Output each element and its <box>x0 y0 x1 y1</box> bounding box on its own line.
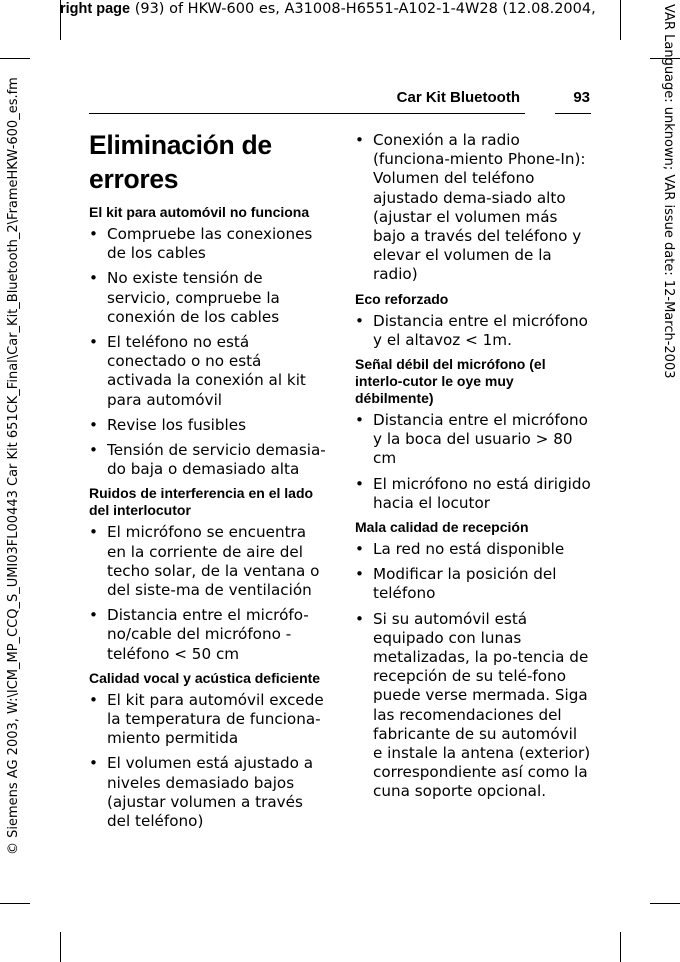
page-title: Eliminación de errores <box>89 130 272 194</box>
list-item-text: El kit para automóvil excede la temperatura de funciona-miento permitida <box>107 690 324 748</box>
bullet-list <box>89 225 329 479</box>
print-meta-line <box>60 0 660 18</box>
bullet-list <box>89 691 329 831</box>
list-item-text: Distancia entre el micrófono y el altavoz < 1m. <box>373 311 588 349</box>
list-item-text: El micrófono no está dirigido hacia el locutor <box>373 474 591 512</box>
bullet-icon: • <box>89 225 98 243</box>
list-item <box>355 540 591 559</box>
crop-mark-bottom-left <box>60 932 61 962</box>
crop-mark-right-bottom <box>650 903 680 904</box>
bullet-icon: • <box>89 333 98 352</box>
list-item-text: Revise los fusibles <box>107 415 246 434</box>
list-item-text: Si su automóvil está equipado con lunas metalizadas, la po-tencia de recepción de su telé-fono puede verse mermada. Siga las recomendaciones del fabricante de su automóvil e instale la antena (exterior) correspondiente así como la cuna soporte opcional. <box>373 609 591 801</box>
bullet-icon: • <box>355 311 364 330</box>
right-margin-language-info: VAR Language: unknown; VAR issue date: 12-March-2003 <box>661 4 676 379</box>
list-item-text: Compruebe las conexiones de los cables <box>107 225 313 263</box>
bullet-icon: • <box>355 411 364 430</box>
list-item <box>89 606 329 664</box>
list-item-text: No existe tensión de servicio, compruebe la conexión de los cables <box>107 269 280 326</box>
crop-mark-bottom-right <box>620 932 621 962</box>
bullet-list <box>355 540 591 802</box>
bullet-icon: • <box>355 131 364 149</box>
bullet-icon: • <box>89 754 98 773</box>
bullet-list <box>355 131 591 285</box>
section-heading: Mala calidad de recepción <box>355 519 529 536</box>
bullet-icon: • <box>355 474 364 493</box>
print-meta-text: (93) of HKW-600 es, A31008-H6551-A102-1-4W28 (12.08.2004, <box>134 1 596 17</box>
bullet-list <box>89 523 329 663</box>
left-margin-file-path: © Siemens AG 2003, W:\ICM_MP_CCQ_S_UMI03FL00443 Car Kit 651CK_Final\Car_Kit_Bluetooth_2\FrameHKW-600_es.fm <box>6 77 21 855</box>
list-item <box>355 610 591 802</box>
list-item-text: Conexión a la radio (funciona-miento Phone-In): Volumen del teléfono ajustado dema-siado alto (ajustar el volumen más bajo a través del teléfono y elevar el volumen de la radio) <box>373 131 586 284</box>
crop-mark-left-bottom <box>0 903 30 904</box>
bullet-icon: • <box>89 441 98 460</box>
left-sections <box>89 204 329 831</box>
list-item-text: El teléfono no está conectado o no está activada la conexión al kit para automóvil <box>107 333 306 409</box>
list-item <box>89 333 329 410</box>
header-rule-gap <box>525 108 555 118</box>
list-item-text: Distancia entre el micrófono y la boca del usuario > 80 cm <box>373 411 588 468</box>
list-item-text: Tensión de servicio demasia-do baja o demasiado alta <box>107 441 326 479</box>
bullet-list <box>355 312 591 350</box>
page-number: 93 <box>573 89 590 106</box>
list-item <box>89 269 329 327</box>
bullet-icon: • <box>89 523 98 542</box>
section-heading: Ruidos de interferencia en el lado del interlocutor <box>89 485 314 519</box>
list-item-text: Distancia entre el micrófo-no/cable del micrófono - teléfono < 50 cm <box>107 606 309 663</box>
list-item <box>89 416 329 435</box>
list-item <box>89 754 329 831</box>
list-item <box>89 523 329 600</box>
section-heading: Señal débil del micrófono (el interlo-cutor le oye muy débilmente) <box>355 356 546 407</box>
left-column <box>89 128 329 837</box>
section-heading: El kit para automóvil no funciona <box>89 204 310 220</box>
list-item-text: Modificar la posición del teléfono <box>373 565 557 603</box>
print-meta-label: right page <box>60 1 131 17</box>
right-column <box>355 131 591 808</box>
bullet-icon: • <box>355 565 364 584</box>
bullet-list <box>355 411 591 513</box>
list-item-text: La red no está disponible <box>373 540 565 559</box>
list-item-text: El micrófono se encuentra en la corriente de aire del techo solar, de la ventana o del siste-ma de ventilación <box>107 523 320 600</box>
bullet-icon: • <box>89 690 98 709</box>
list-item <box>89 225 329 263</box>
bullet-icon: • <box>89 269 98 288</box>
list-item <box>355 411 591 469</box>
bullet-icon: • <box>89 415 98 434</box>
right-sections <box>355 131 591 802</box>
list-item-text: El volumen está ajustado a niveles demasiado bajos (ajustar volumen a través del teléfono) <box>107 754 314 831</box>
list-item <box>355 131 591 285</box>
list-item <box>355 565 591 603</box>
bullet-icon: • <box>89 606 98 625</box>
header-rule <box>89 113 591 114</box>
list-item <box>355 312 591 350</box>
list-item <box>89 691 329 749</box>
section-heading: Eco reforzado <box>355 290 449 307</box>
section-heading: Calidad vocal y acústica deficiente <box>89 669 321 686</box>
bullet-icon: • <box>355 540 364 559</box>
list-item <box>89 441 329 479</box>
list-item <box>355 475 591 513</box>
running-header-title: Car Kit Bluetooth <box>396 89 520 106</box>
bullet-icon: • <box>355 609 364 628</box>
